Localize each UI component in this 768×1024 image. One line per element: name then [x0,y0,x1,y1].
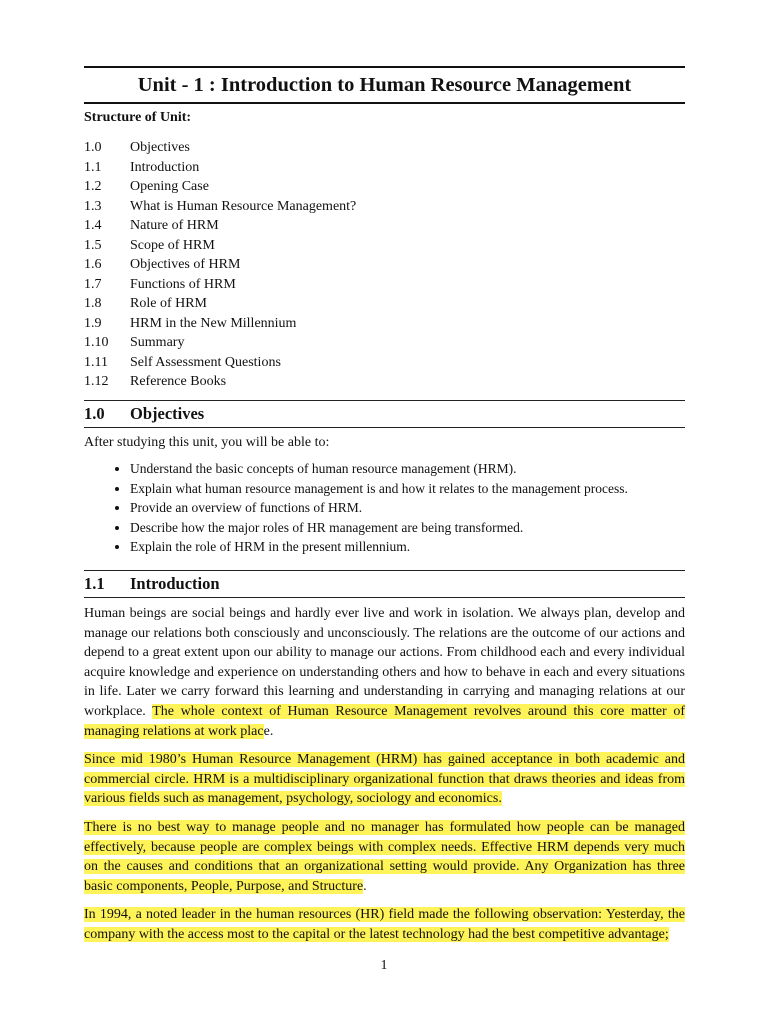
table-of-contents [84,138,685,392]
toc-item-number: 1.3 [84,198,102,214]
toc-item-number: 1.0 [84,140,102,155]
intro-paragraph-4 [84,905,685,944]
section-number: 1.0 [84,404,105,423]
highlight: There is no best way to manage people and no manager has formulated how people can be managed effectively, because people are complex beings with complex needs. Effective HRM depends very much on the causes and conditions that an organizational setting would provide. Any Organization has three basic components, People, Purpose, and Structure [84,819,685,894]
toc-item [84,314,685,334]
toc-item-label: Functions of HRM [130,276,236,292]
toc-item-label: Reference Books [130,374,227,389]
toc-item-label: What is Human Resource Management? [130,198,357,214]
toc-item-number: 1.8 [84,296,102,311]
toc-item-label: Objectives of HRM [130,257,241,272]
toc-item-number: 1.9 [84,315,102,331]
toc-item-label: Role of HRM [130,296,207,311]
toc-item [84,353,685,373]
objective-bullet: • Explain what human resource management is and how it relates to the management process. [130,479,685,499]
objectives-heading [84,401,685,427]
toc-item-number: 1.10 [84,335,109,350]
structure-heading: Structure of Unit: [84,110,192,125]
objectives-bottom-rule [84,427,685,428]
objectives-section [84,400,685,557]
toc-item-label: Opening Case [130,179,209,194]
highlight: In 1994, a noted leader in the human resources (HR) field made the following observation: Yesterday, the company with the access most to the capital or the latest technology had the best competitive advantage; [84,907,685,942]
intro-paragraph-1: Human beings are social beings and hardly ever live and work in isolation. We always plan, develop and manage our relations both consciously and unconsciously. The relations are the outcome of our actions and depend to a great extent upon our ability to manage our actions. From childhood each and every individual acquire knowledge and experience on understanding others and how to behave in each and every situations in life. Later we carry forward this learning and understanding in carrying and managing relations at our workplace. The whole context of Human Resource Management revolves around this core matter of managing relations at work place. [84,606,685,739]
introduction-section [84,570,685,954]
toc-item-label: Nature of HRM [130,218,219,233]
toc-item-label: Summary [130,335,185,350]
toc-item-number: 1.6 [84,257,102,272]
toc-item-number: 1.5 [84,237,102,253]
objective-bullet: • Explain the role of HRM in the present millennium. [130,537,685,557]
objective-bullet: • Describe how the major roles of HR management are being transformed. [130,518,685,538]
toc-item [84,138,685,158]
unit-title-block [84,66,685,104]
page-number: 1 [380,958,388,973]
title-bottom-rule [84,102,685,104]
section-title: Objectives [130,404,205,423]
toc-item-number: 1.11 [84,354,108,370]
section-title: Introduction [130,574,220,593]
toc-item [84,372,685,392]
section-number: 1.1 [84,574,105,593]
toc-item-number: 1.4 [84,218,102,233]
objectives-list [84,459,685,557]
toc-item-number: 1.12 [84,374,109,389]
intro-paragraph-2 [84,750,685,809]
toc-item-number: 1.7 [84,276,102,292]
toc-item [84,158,685,178]
introduction-heading [84,571,685,597]
objectives-lead: After studying this unit, you will be able to: [84,435,330,450]
toc-item [84,216,685,236]
toc-item [84,236,685,256]
highlight: The whole context of Human Resource Management revolves around this core matter of managing relations at work plac [84,703,685,739]
toc-item-number: 1.1 [84,159,102,175]
toc-item [84,333,685,353]
toc-item [84,275,685,295]
toc-item [84,177,685,197]
toc-item-label: HRM in the New Millennium [130,315,297,331]
objective-bullet: • Provide an overview of functions of HRM. [130,498,685,518]
toc-item-label: Objectives [130,140,190,155]
toc-item-number: 1.2 [84,179,102,194]
objective-bullet: • Understand the basic concepts of human resource management (HRM). [130,459,685,479]
intro-paragraph-3: There is no best way to manage people and no manager has formulated how people can be managed effectively, because people are complex beings with complex needs. Effective HRM depends very much on the causes and conditions that an organizational setting would provide. Any Organization has three basic components, People, Purpose, and Structure. [84,819,685,894]
unit-title: Unit - 1 : Introduction to Human Resource Management [137,74,632,96]
highlight: Since mid 1980’s Human Resource Management (HRM) has gained acceptance in both academic and commercial circle. HRM is a multidisciplinary organizational function that draws theories and ideas from various fields such as management, psychology, sociology and economics. [84,752,685,807]
toc-item-label: Introduction [130,159,200,175]
toc-item [84,255,685,275]
toc-item [84,294,685,314]
toc-item-label: Self Assessment Questions [130,354,281,370]
toc-item-label: Scope of HRM [130,237,215,253]
toc-item [84,197,685,217]
